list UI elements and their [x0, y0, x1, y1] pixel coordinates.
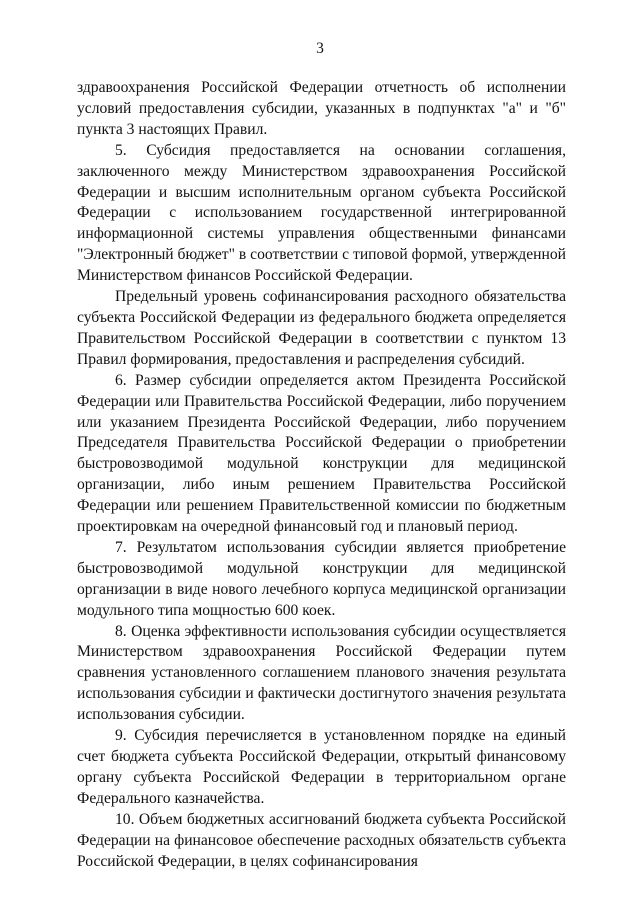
paragraph-1-continuation: здравоохранения Российской Федерации отчетность об исполнении условий предоставления субсидии, указанных в подпунктах "а" и "б" пункта 3 настоящих Правил. — [77, 79, 566, 138]
document-body — [77, 78, 566, 872]
page-number: 3 — [316, 40, 324, 57]
paragraph-cofinancing-level: Предельный уровень софинансирования расходного обязательства субъекта Российской Федерации из федерального бюджета определяется Правительством Российской Федерации в соответствии с пунктом 13 Правил формирования, предоставления и распределения субсидий. — [77, 288, 566, 368]
paragraph-9-transfer: 9. Субсидия перечисляется в установленном порядке на единый счет бюджета субъекта Российской Федерации, открытый финансовому органу субъекта Российской Федерации в территориальном органе Федерального казначейства. — [77, 727, 566, 807]
paragraph-6-subsidy-amount: 6. Размер субсидии определяется актом Президента Российской Федерации или Правительства Российской Федерации, либо поручением или указанием Президента Российской Федерации, либо поручением Председателя Правительства Российской Федерации о приобретении быстровозводимой модульной конструкции для медицинской организации, либо иным решением Правительства Российской Федерации или решением Правительственной комиссии по бюджетным проектировкам на очередной финансовый год и плановый период. — [77, 371, 566, 536]
paragraph-10-budget-volume: 10. Объем бюджетных ассигнований бюджета субъекта Российской Федерации на финансовое обеспечение расходных обязательств субъекта Российской Федерации, в целях софинансирования — [77, 810, 566, 870]
paragraph-8-efficiency: 8. Оценка эффективности использования субсидии осуществляется Министерством здравоохранения Российской Федерации путем сравнения установленного соглашением планового значения результата использования субсидии и фактически достигнутого значения результата использования субсидии. — [77, 622, 566, 724]
paragraph-5-agreement: 5. Субсидия предоставляется на основании соглашения, заключенного между Министерством здравоохранения Российской Федерации и высшим исполнительным органом субъекта Российской Федерации с использованием государственной интегрированной информационной системы управления общественными финансами "Электронный бюджет" в соответствии с типовой формой, утвержденной Министерством финансов Российской Федерации. — [77, 141, 566, 285]
paragraph-7-result: 7. Результатом использования субсидии является приобретение быстровозводимой модульной конструкции для медицинской организации в виде нового лечебного корпуса медицинской организации модульного типа мощностью 600 коек. — [77, 538, 566, 619]
